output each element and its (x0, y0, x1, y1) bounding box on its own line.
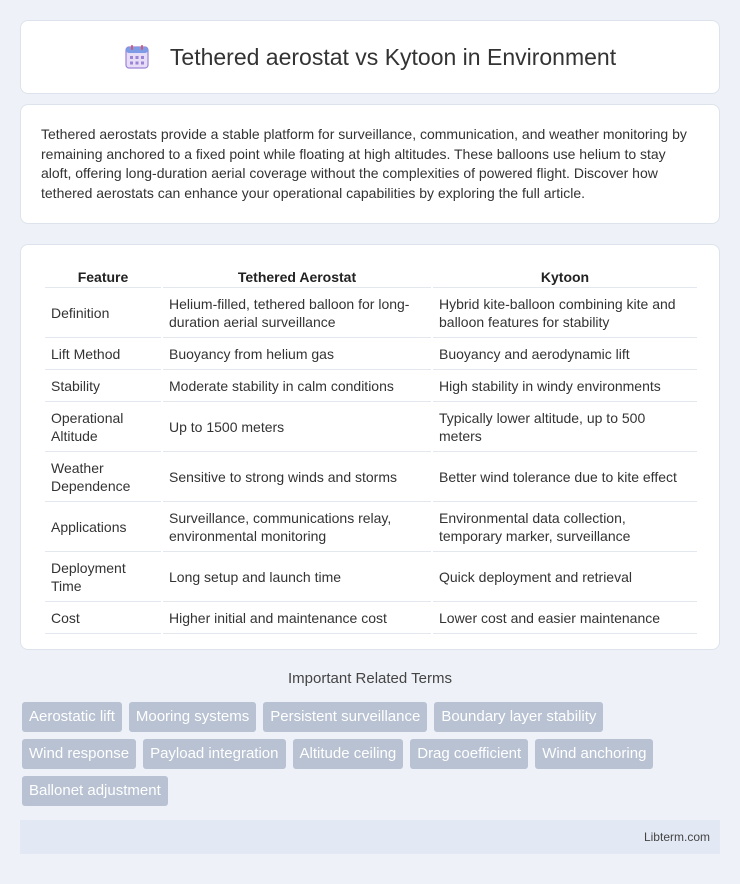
table-row (45, 503, 697, 552)
tag-ballonet-adjustment[interactable]: Ballonet adjustment (22, 776, 168, 806)
cell-feature: Lift Method (45, 339, 161, 370)
table-row (45, 403, 697, 452)
tag-aerostatic-lift[interactable]: Aerostatic lift (22, 702, 122, 732)
table-row (45, 453, 697, 502)
tag-drag-coefficient[interactable]: Drag coefficient (410, 739, 528, 769)
tag-altitude-ceiling[interactable]: Altitude ceiling (293, 739, 404, 769)
cell-aerostat: Up to 1500 meters (163, 403, 431, 452)
tag-payload-integration[interactable]: Payload integration (143, 739, 285, 769)
cell-kytoon: High stability in windy environments (433, 371, 697, 402)
cell-kytoon: Hybrid kite-balloon combining kite and balloon features for stability (433, 289, 697, 338)
title-card (20, 20, 720, 94)
cell-aerostat: Sensitive to strong winds and storms (163, 453, 431, 502)
page-title: Tethered aerostat vs Kytoon in Environment (169, 43, 617, 70)
header-kytoon: Kytoon (433, 266, 697, 288)
cell-feature: Definition (45, 289, 161, 338)
cell-kytoon: Environmental data collection, temporary marker, surveillance (433, 503, 697, 552)
cell-feature: Deployment Time (45, 553, 161, 602)
tag-wind-response[interactable]: Wind response (22, 739, 136, 769)
table-row (45, 371, 697, 402)
cell-kytoon: Typically lower altitude, up to 500 meters (433, 403, 697, 452)
table-header-row (45, 266, 697, 288)
cell-feature: Operational Altitude (45, 403, 161, 452)
cell-feature: Weather Dependence (45, 453, 161, 502)
cell-aerostat: Surveillance, communications relay, environmental monitoring (163, 503, 431, 552)
intro-card (20, 104, 720, 224)
cell-kytoon: Quick deployment and retrieval (433, 553, 697, 602)
intro-text: Tethered aerostats provide a stable platform for surveillance, communication, and weather monitoring by remaining anchored to a fixed point while floating at high altitudes. These balloons use helium to stay aloft, offering long-duration aerial coverage without the complexities of powered flight. Discover how tethered aerostats can enhance your operational capabilities by exploring the full article. (41, 126, 687, 201)
related-terms-list (22, 702, 722, 813)
related-terms-heading: Important Related Terms (288, 670, 452, 687)
footer (20, 820, 720, 854)
cell-feature: Applications (45, 503, 161, 552)
cell-kytoon: Better wind tolerance due to kite effect (433, 453, 697, 502)
table-row (45, 339, 697, 370)
tag-mooring-systems[interactable]: Mooring systems (129, 702, 256, 732)
header-tethered-aerostat: Tethered Aerostat (163, 266, 431, 288)
comparison-card (20, 244, 720, 650)
calendar-icon (124, 44, 150, 70)
cell-feature: Stability (45, 371, 161, 402)
table-row (45, 289, 697, 338)
tag-wind-anchoring[interactable]: Wind anchoring (535, 739, 653, 769)
header-feature: Feature (45, 266, 161, 288)
comparison-table (43, 265, 699, 635)
cell-aerostat: Long setup and launch time (163, 553, 431, 602)
cell-aerostat: Buoyancy from helium gas (163, 339, 431, 370)
cell-feature: Cost (45, 603, 161, 634)
table-row (45, 603, 697, 634)
cell-aerostat: Helium-filled, tethered balloon for long-duration aerial surveillance (163, 289, 431, 338)
footer-site-link[interactable]: Libterm.com (643, 830, 710, 844)
tag-boundary-layer-stability[interactable]: Boundary layer stability (434, 702, 603, 732)
cell-aerostat: Moderate stability in calm conditions (163, 371, 431, 402)
cell-aerostat: Higher initial and maintenance cost (163, 603, 431, 634)
table-row (45, 553, 697, 602)
cell-kytoon: Buoyancy and aerodynamic lift (433, 339, 697, 370)
cell-kytoon: Lower cost and easier maintenance (433, 603, 697, 634)
tag-persistent-surveillance[interactable]: Persistent surveillance (263, 702, 427, 732)
